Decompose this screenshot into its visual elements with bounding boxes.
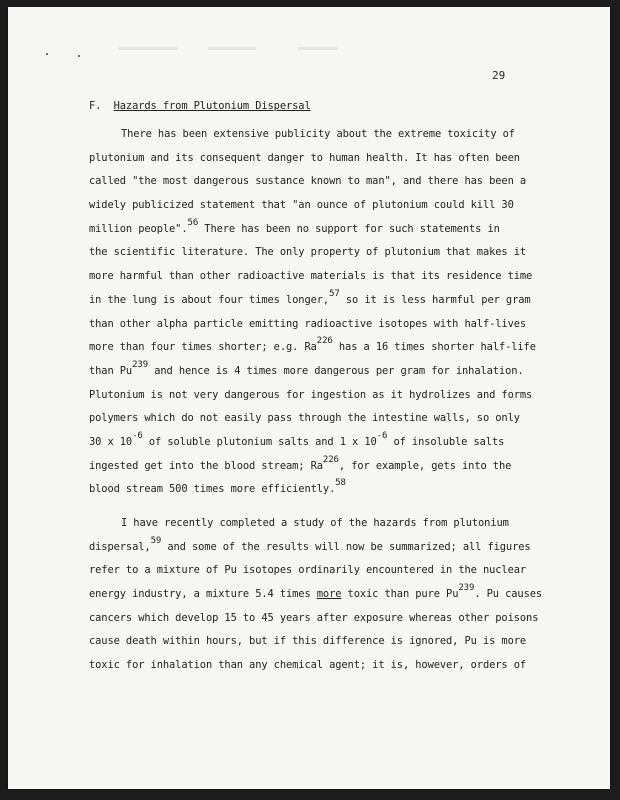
text-line: Plutonium is not very dangerous for ingestion as it hydrolizes and forms [89, 388, 533, 401]
text-segment: . Pu causes [474, 588, 543, 601]
emphasized-word: more [316, 588, 342, 601]
text-segment: in the lung is about four times longer, [89, 293, 330, 306]
text-line [89, 360, 529, 384]
text-line [89, 431, 529, 455]
text-line: plutonium and its consequent danger to human health. It has often been [89, 151, 520, 164]
text-segment: than Pu [89, 364, 133, 377]
text-segment: dispersal, [89, 540, 151, 553]
bleed-through-mark [118, 47, 178, 50]
text-line [89, 536, 529, 560]
text-segment: ingested get into the blood stream; Ra [89, 459, 323, 472]
text-segment: toxic than pure Pu [341, 588, 459, 601]
text-line: the scientific literature. The only property of plutonium that makes it [89, 246, 527, 259]
text-line [89, 478, 529, 502]
page-number: 29 [492, 69, 506, 82]
bleed-through-mark [208, 47, 256, 50]
heading-prefix: F. [89, 100, 102, 112]
paragraph-1 [89, 123, 536, 502]
document-body [89, 95, 543, 678]
text-line: refer to a mixture of Pu isotopes ordinarily encountered in the nuclear [89, 564, 527, 577]
text-line: than other alpha particle emitting radioactive isotopes with half-lives [89, 317, 527, 330]
text-segment: energy industry, a mixture 5.4 times [89, 588, 317, 601]
punch-mark [78, 55, 80, 57]
text-line: cause death within hours, but if this difference is ignored, Pu is more [89, 635, 527, 648]
text-segment: , for example, gets into the [338, 459, 512, 472]
document-page [8, 7, 610, 789]
text-line [89, 455, 529, 479]
bleed-through-mark [298, 47, 338, 50]
punch-mark [46, 53, 48, 55]
text-line: toxic for inhalation than any chemical agent; it is, however, orders of [89, 659, 527, 672]
text-segment: of insoluble salts [387, 435, 505, 448]
footnote-ref: 59 [150, 535, 162, 546]
text-line [89, 583, 543, 607]
text-segment: and some of the results will now be summarized; all figures [161, 540, 531, 553]
text-line [89, 218, 529, 242]
section-heading [89, 95, 529, 117]
text-line: There has been extensive publicity about the extreme toxicity of [121, 128, 515, 140]
isotope-superscript: 239 [132, 359, 149, 370]
text-segment: and hence is 4 times more dangerous per gram for inhalation. [148, 364, 524, 377]
text-segment: There has been no support for such statements in [198, 222, 500, 235]
text-segment: million people". [89, 222, 188, 235]
text-segment: has a 16 times shorter half-life [332, 341, 536, 354]
exponent: -6 [132, 430, 143, 441]
text-line [89, 336, 536, 360]
isotope-superscript: 226 [322, 454, 339, 465]
text-segment: more than four times shorter; e.g. Ra [89, 341, 317, 354]
text-line: widely publicized statement that "an ounce of plutonium could kill 30 [89, 199, 514, 212]
text-segment: of soluble plutonium salts and 1 x 10 [142, 435, 377, 448]
text-line [89, 289, 529, 313]
isotope-superscript: 239 [458, 583, 475, 594]
text-line: polymers which do not easily pass through the intestine walls, so only [89, 412, 520, 425]
text-line: more harmful than other radioactive materials is that its residence time [89, 270, 533, 283]
heading-title: Hazards from Plutonium Dispersal [113, 100, 311, 112]
paragraph-2 [89, 512, 543, 678]
text-line: called "the most dangerous sustance known to man", and there has been a [89, 175, 527, 188]
footnote-ref: 57 [329, 288, 340, 299]
isotope-superscript: 226 [316, 336, 333, 347]
text-line: I have recently completed a study of the hazards from plutonium [121, 517, 509, 529]
text-segment: 30 x 10 [89, 435, 133, 448]
footnote-ref: 56 [187, 217, 199, 228]
text-segment: so it is less harmful per gram [339, 293, 531, 306]
text-line: cancers which develop 15 to 45 years after exposure whereas other poisons [89, 611, 539, 624]
text-segment: blood stream 500 times more efficiently. [89, 483, 336, 496]
exponent: -6 [376, 430, 388, 441]
footnote-ref: 58 [335, 478, 346, 489]
